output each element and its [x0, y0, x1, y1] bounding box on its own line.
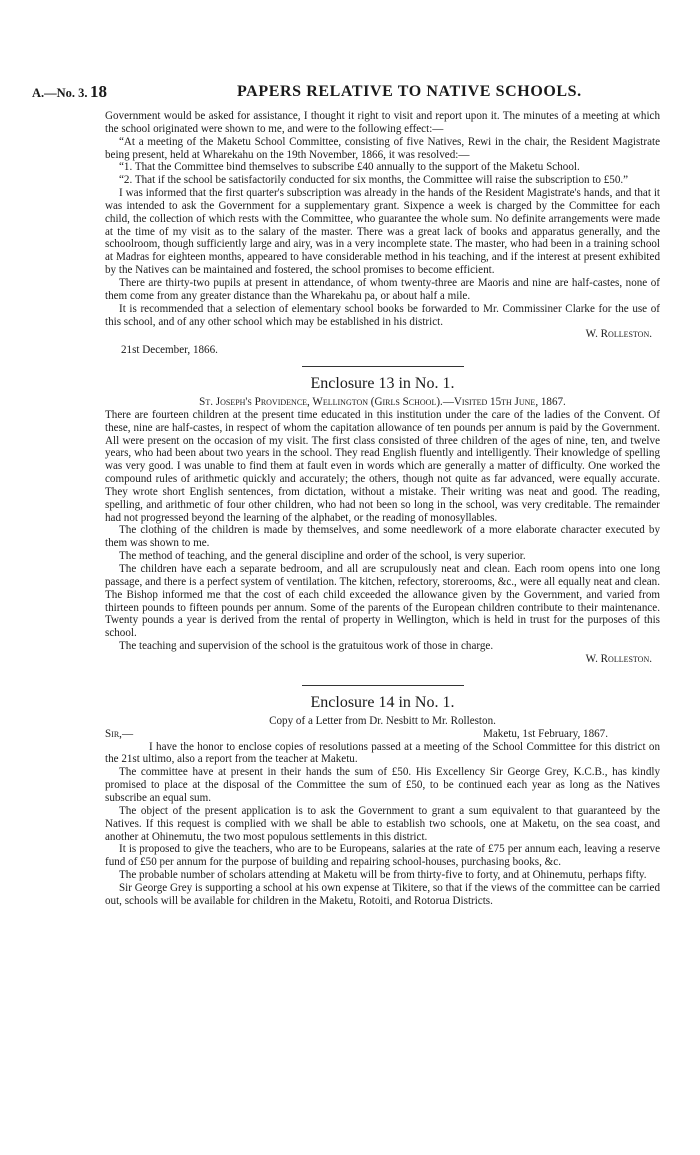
paragraph: The teaching and supervision of the school is the gratuitous work of those in charge.	[119, 640, 494, 653]
paragraph: The probable number of scholars attending at Maketu will be from thirty-five to forty, and at Ohinemutu, perhaps fifty.	[119, 869, 647, 882]
running-title: PAPERS RELATIVE TO NATIVE SCHOOLS.	[237, 83, 582, 100]
report-date: 21st December, 1866.	[121, 344, 218, 357]
paragraph: The children have each a separate bedroom, and all are scrupulously neat and clean. Each room opens into one long passage, and there is a perfect system of ventilation. The kitchen, refectory, storerooms, &c., were all equally neat and clean. The Bishop informed me that the cost of each child exceeded the allowance given by the Government, and varied from thirteen pounds to fifteen pounds per annum. Some of the parents of the European children contribute to their maintenance. Twenty pounds a year is derived from the rental of property in Wellington, which is held in trust for the purposes of this school.	[105, 563, 660, 640]
paragraph: It is proposed to give the teachers, who are to be Europeans, salaries at the rate of £75 per annum each, leaving a reserve fund of £50 per annum for the purpose of building and repairing school-houses, purchasing books, &c.	[105, 843, 660, 869]
paragraph: “1. That the Committee bind themselves to subscribe £40 annually to the support of the Maketu School.	[119, 161, 580, 174]
paragraph: It is recommended that a selection of elementary school books be forwarded to Mr. Commissiner Clarke for the use of this school, and of any other school which may be established in his district.	[105, 302, 660, 328]
page-body	[105, 110, 660, 908]
letter-place-date: Maketu, 1st February, 1867.	[483, 727, 608, 740]
paragraph: I have the honor to enclose copies of resolutions passed at a meeting of the School Committee for this district on the 21st ultimo, also a report from the teacher at Maketu.	[105, 740, 660, 766]
section-divider	[302, 685, 464, 686]
enclosure-heading: Enclosure 14 in No. 1.	[310, 693, 455, 711]
page-number: 18	[90, 82, 107, 101]
paragraph: There are thirty-two pupils at present in attendance, of whom twenty-three are Maoris and nine are half-castes, none of them come from any greater distance than the Wharekahu pa, or about half a mile.	[105, 276, 660, 302]
paragraph: “2. That if the school be satisfactorily conducted for six months, the Committee will raise the subscription to £50.”	[119, 174, 629, 187]
paragraph: The method of teaching, and the general discipline and order of the school, is very superior.	[119, 550, 526, 563]
page-header	[32, 82, 680, 104]
paper-reference: A.—No. 3.	[32, 86, 88, 100]
paragraph: “At a meeting of the Maketu School Committee, consisting of five Natives, Rewi in the chair, the Resident Magistrate being present, held at Wharekahu on the 19th November, 1866, it was resolved:—	[105, 135, 660, 161]
section-enclosure-14	[105, 694, 660, 908]
paragraph: Government would be asked for assistance, I thought it right to visit and report upon it. The minutes of a meeting at which the school originated were shown to me, and were to the following effect:—	[105, 110, 660, 135]
letter-opening	[105, 728, 660, 741]
enclosure-subtitle: Copy of a Letter from Dr. Nesbitt to Mr. Rolleston.	[269, 714, 496, 727]
section-divider	[302, 366, 464, 367]
paragraph: There are fourteen children at the present time educated in this institution under the care of the ladies of the Convent. Of these, nine are half-castes, in respect of whom the capitation allowance of ten pounds per annum is paid by the Government. All were present on the occasion of my visit. The first class consisted of three children of the ages of nine, ten, and twelve years, who had been about two years in the school. They read English fluently and intelligently. Their knowledge of spelling was very good. I was unable to find them at fault even in words which are generally a matter of difficulty. One worked the compound rules of arithmetic quickly and accurately; the others, though not quite as far advanced, were equally accurate. They wrote short English sentences, from dictation, without a mistake. Their writing was neat and good. The reading, spelling, and arithmetic of four other children, who had not been so long in the school, was very creditable. The remainder had not progressed beyond the learning of the alphabet, or the reading of monosyllables.	[105, 408, 660, 524]
paragraph: The committee have at present in their hands the sum of £50. His Excellency Sir George Grey, K.C.B., has kindly promised to place at the disposal of the Committee the sum of £50, to be continued each year as long as the Natives subscribe an equal sum.	[105, 766, 660, 804]
section-enclosure-13	[105, 375, 660, 666]
enclosure-subtitle: St. Joseph's Providence, Wellington (Girls School).—Visited 15th June, 1867.	[199, 396, 566, 409]
signature: W. Rolleston.	[585, 328, 652, 341]
paragraph: I was informed that the first quarter's subscription was already in the hands of the Resident Magistrate's hands, and that it was intended to ask the Government for a supplementary grant. Sixpence a week is charged by the Committee for each child, the collection of which rests with the Committee, who guarantee the whole sum. No definite arrangements were made at the time of my visit as to the salary of the master. There was a great lack of books and apparatus generally, and the schoolroom, though sufficiently large and airy, was in a very incomplete state. The master, who had been in a training school at Madras for eighteen months, appeared to have considerable method in his teaching, and if the interest at present exhibited by the Natives can be maintained and fostered, the school promises to become efficient.	[105, 187, 660, 277]
enclosure-heading: Enclosure 13 in No. 1.	[310, 375, 455, 393]
section-maketu-report	[105, 110, 660, 357]
paragraph: The object of the present application is to ask the Government to grant a sum equivalent to that guaranteed by the Natives. If this request is complied with we shall be able to establish two schools, one at Maketu, on the sea coast, and another at Ohinemutu, the two most populous settlements in this district.	[105, 804, 660, 843]
paragraph: Sir George Grey is supporting a school at his own expense at Tikitere, so that if the views of the committee can be carried out, schools will be available for children in the Maketu, Rotoiti, and Rotorua Districts.	[105, 881, 660, 907]
signature: W. Rolleston.	[585, 652, 652, 665]
paragraph: The clothing of the children is made by themselves, and some needlework of a more elaborate character executed by them was shown to me.	[105, 524, 660, 550]
salutation: Sir,—	[105, 727, 134, 740]
